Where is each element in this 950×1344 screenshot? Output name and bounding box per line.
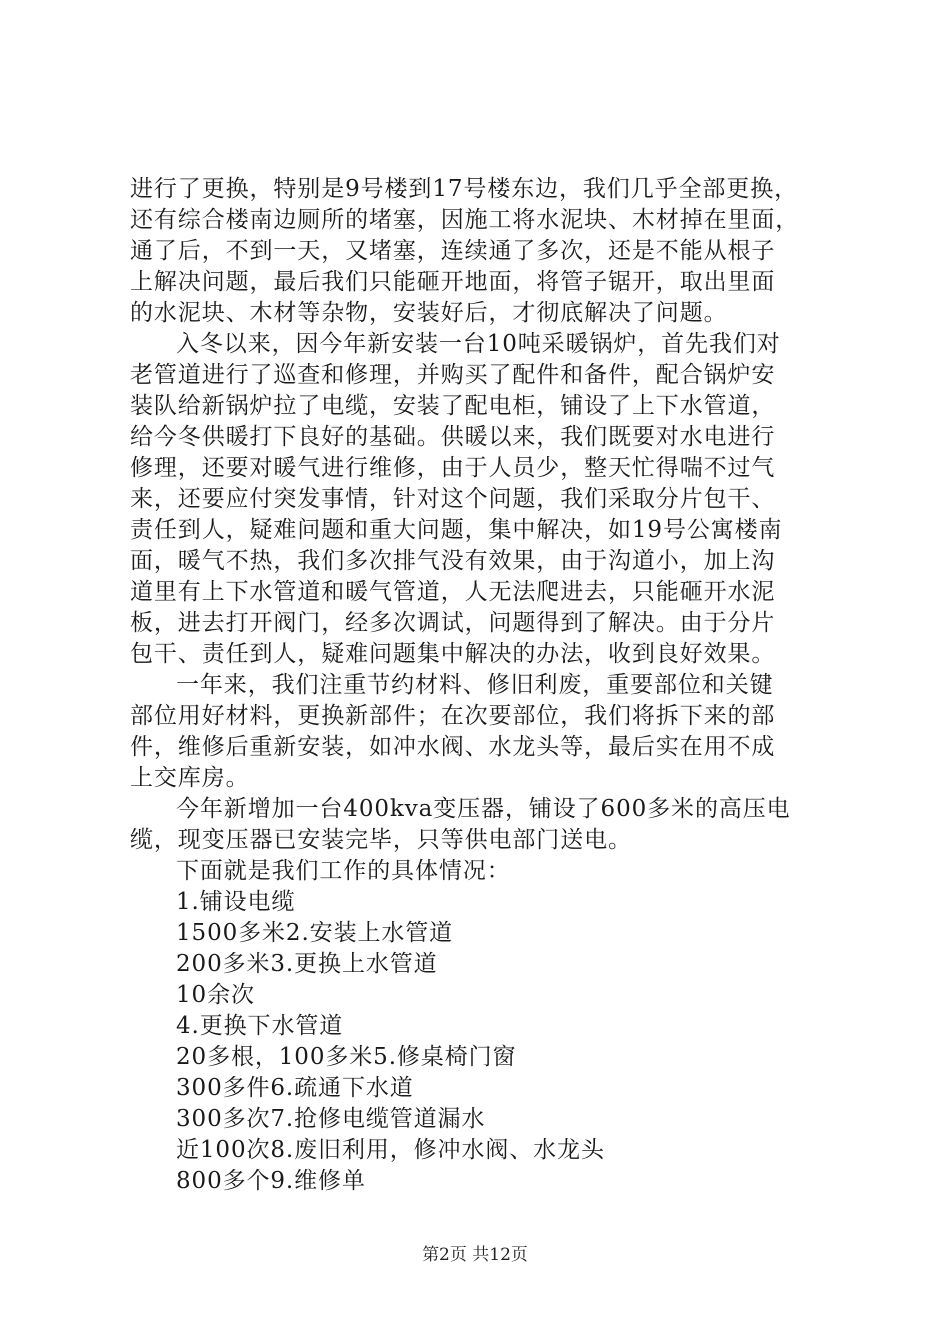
text-line: 的水泥块、木材等杂物，安装好后，才彻底解决了问题。 [130,300,728,326]
paragraph-start-line: 一年来，我们注重节约材料、修旧利废，重要部位和关键 [176,672,774,698]
list-line: 近100次8.废旧利用，修冲水阀、水龙头 [176,1137,605,1163]
list-line: 1500多米2.安装上水管道 [176,920,454,946]
paragraph-start-line: 今年新增加一台400kva变压器，铺设了600多米的高压电 [176,796,791,822]
body-text [130,174,830,1197]
text-line: 修理，还要对暖气进行维修，由于人员少，整天忙得喘不过气 [130,455,776,481]
list-line: 800多个9.维修单 [176,1168,366,1194]
text-line: 件，维修后重新安装，如冲水阀、水龙头等，最后实在用不成 [130,734,776,760]
text-line: 道里有上下水管道和暖气管道，人无法爬进去，只能砸开水泥 [130,579,776,605]
text-line: 上解决问题，最后我们只能砸开地面，将管子锯开，取出里面 [130,269,776,295]
text-line: 装队给新锅炉拉了电缆，安装了配电柜，铺设了上下水管道， [130,393,776,419]
list-line: 10余次 [176,982,255,1008]
text-line: 缆，现变压器已安装完毕，只等供电部门送电。 [130,827,632,853]
list-line: 4.更换下水管道 [176,1013,344,1039]
list-line: 20多根，100多米5.修桌椅门窗 [176,1044,517,1070]
list-line: 1.铺设电缆 [176,889,296,915]
text-line: 还有综合楼南边厕所的堵塞，因施工将水泥块、木材掉在里面， [130,207,800,233]
paragraph-start-line: 下面就是我们工作的具体情况： [176,858,511,884]
text-line: 通了后，不到一天，又堵塞，连续通了多次，还是不能从根子 [130,238,776,264]
list-line: 300多次7.抢修电缆管道漏水 [176,1106,486,1132]
list-line: 300多件6.疏通下水道 [176,1075,414,1101]
paragraph-start-line: 入冬以来，因今年新安装一台10吨采暖锅炉，首先我们对 [176,331,781,357]
text-line: 给今冬供暖打下良好的基础。供暖以来，我们既要对水电进行 [130,424,776,450]
page-footer: 第2页 共12页 [422,1245,528,1265]
list-line: 200多米3.更换上水管道 [176,951,438,977]
text-line: 面，暖气不热，我们多次排气没有效果，由于沟道小，加上沟 [130,548,776,574]
text-line: 上交库房。 [130,765,250,791]
text-line: 进行了更换，特别是9号楼到17号楼东边，我们几乎全部更换， [130,176,798,202]
text-line: 包干、责任到人，疑难问题集中解决的办法，收到良好效果。 [130,641,776,667]
text-line: 板，进去打开阀门，经多次调试，问题得到了解决。由于分片 [130,610,776,636]
text-line: 责任到人，疑难问题和重大问题，集中解决，如19号公寓楼南 [130,517,783,543]
text-line: 部位用好材料，更换新部件；在次要部位，我们将拆下来的部 [130,703,776,729]
text-line: 来，还要应付突发事情，针对这个问题，我们采取分片包干、 [130,486,776,512]
text-line: 老管道进行了巡查和修理，并购买了配件和备件，配合锅炉安 [130,362,776,388]
